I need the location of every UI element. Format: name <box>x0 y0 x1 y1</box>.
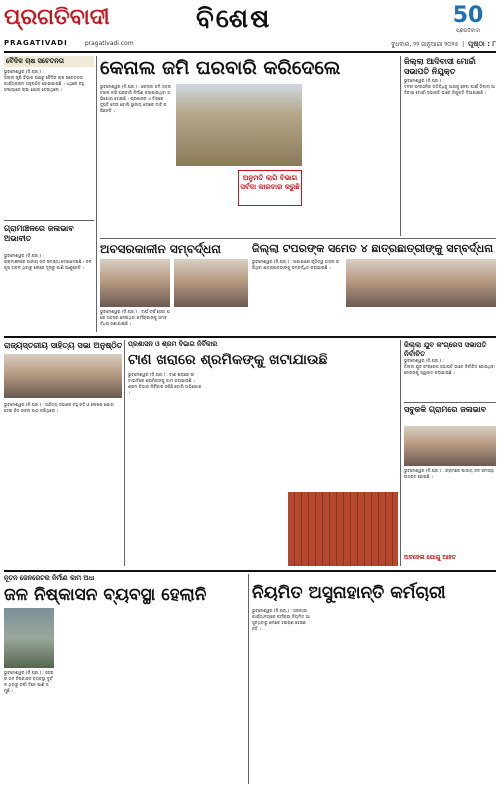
story-headline: ଜିଲ୍ଲା ଟପରଙ୍କ ସମେତ ୪ ଛାତ୍ରଛାତ୍ରୀଙ୍କୁ ସମ୍ବର୍ଦ୍ଧନା <box>252 242 494 255</box>
story-body-col3 <box>306 84 398 232</box>
column-divider <box>124 340 125 566</box>
page-number: ପୃଷ୍ଠା : ୮ <box>468 40 496 48</box>
story-body-col2 <box>176 168 234 232</box>
story-divider <box>4 220 94 221</box>
photo-literary-meet <box>4 354 122 398</box>
story-byline: ଭୁବନେଶ୍ୱର (ନି.ପ୍ର.) : <box>252 608 292 613</box>
story-body <box>4 402 122 566</box>
story-body-text: ଟାଣ ଖରାରେ ଇଟାଭାଟିରେ ଶ୍ରମିକଙ୍କୁ କାମ କରାଯାଉଛି । ଶ୍ରମ ବିଭାଗ ନିର୍ବିକାର ରହିଛି ବୋଲି ଅଭିଯୋଗ । <box>128 372 202 395</box>
pull-quote: ଅନୁମତି ଲାଗି ବିଭାଗ ସର୍ବଦା କାରବାର କରୁଛି <box>238 170 302 206</box>
logo-url: pragativadi.com <box>84 40 134 47</box>
story-byline: ଭୁବନେଶ୍ୱର (ନି.ପ୍ର.) : <box>4 402 44 407</box>
story-headline: ଟାଣ ଖରାରେ ଶ୍ରମିକଙ୍କୁ ଖଟାଯାଉଛି <box>128 352 328 368</box>
story-body-text: କେନାଲ ଜମି ଜବରଦଖଲ କରି ଘରବାରି ନିର୍ମାଣ କରାଯାଇଥିବା ଅଭିଯୋଗ ହୋଇଛି । ପ୍ରଶାସନ ଏ ଦିଗରେ ଦୃଷ୍ଟି ଦେଉ ବୋଲି ସ୍ଥାନୀୟ ଲୋକେ ଦାବି କରିଛନ୍ତି । <box>100 84 171 113</box>
story-byline: ଭୁବନେଶ୍ୱର (ନି.ପ୍ର.) : <box>100 309 140 314</box>
story-body <box>128 372 202 566</box>
photo-drain <box>4 608 54 668</box>
story-village-water[interactable] <box>404 404 496 552</box>
column-divider <box>400 56 401 236</box>
story-body-col2 <box>206 372 284 566</box>
story-kicker: ବୈଦିକ ଚାଷ ସଚେତନତା <box>4 56 94 67</box>
story-kicker: ଅବହେଳା ଯୋଗୁ ଆହତ <box>404 554 457 561</box>
anniversary-text: ପ୍ରଗତିବାଦୀ <box>455 28 480 34</box>
section-rule <box>4 336 496 338</box>
story-body <box>100 309 170 333</box>
dateline: ବୁଧବାର, ୨୨ ଜାନୁଆରୀ ୨୦୨୫ | ପୃଷ୍ଠା : ୮ <box>391 40 496 48</box>
story-district-toppers[interactable] <box>252 241 496 333</box>
story-byline: ଭୁବନେଶ୍ୱର (ନି.ପ୍ର.) : <box>404 78 444 83</box>
story-body <box>252 259 342 333</box>
section-rule <box>4 570 496 572</box>
story-body-text: ଦୀର୍ଘ ବର୍ଷ ସେବା ପରେ ଅବସର ନେଇଥିବା କର୍ମଚାରୀଙ୍କୁ ସମ୍ବର୍ଦ୍ଧନା ଜଣାଯାଇଛି । <box>100 309 170 326</box>
column-divider <box>96 56 97 332</box>
column-divider <box>400 340 401 566</box>
story-literary-meet[interactable] <box>4 340 122 566</box>
photo-toppers-group <box>346 259 496 307</box>
story-body <box>100 84 172 232</box>
story-body <box>404 468 496 552</box>
story-headline: ଜିଲ୍ଲା ଆଦିବାସୀ ମୋର୍ଚ୍ଚା ସଭାପତି ନିଯୁକ୍ତ <box>404 56 476 76</box>
story-body-col2 <box>174 309 248 333</box>
story-body-col2 <box>58 608 116 784</box>
story-kicker: ନୂତନ ଜେନରେଟର ନିର୍ମାଣ କାମ ଅଧା <box>4 574 95 582</box>
anniversary-badge <box>440 4 496 40</box>
story-body <box>252 608 310 784</box>
story-byline: ଭୁବନେଶ୍ୱର (ନି.ପ୍ର.) : <box>128 372 168 377</box>
photo-retirement-stage <box>174 259 248 307</box>
story-byline: ଭୁବନେଶ୍ୱର (ନି.ପ୍ର.) : <box>404 468 444 473</box>
story-byline: ଭୁବନେଶ୍ୱର (ନି.ପ୍ର.) : <box>252 259 292 264</box>
masthead-rule <box>4 51 496 53</box>
story-body: ଜିଲ୍ଲା କୃଷି ବିଭାଗ ପକ୍ଷରୁ ବୈଦିକ ଚାଷ ସଚେତନତା କାର୍ଯ୍ୟକ୍ରମ ଅନୁଷ୍ଠିତ ହୋଇଯାଇଛି । ଏଥିରେ ବହୁ ସଂଖ୍ୟାରେ ଚାଷୀ ଯୋଗ ଦେଇଥିଲେ । <box>4 75 84 92</box>
story-body: ଦଳର ସାଂଗଠନିକ ଗତିବିଧିକୁ ଆଗକୁ ନେବା ପାଇଁ ଜିଲ୍ଲା ଆଦିବାସୀ ମୋର୍ଚ୍ଚା ସଭାପତି ଭାବେ ନିଯୁକ୍ତି ଦିଆଯାଇଛି । <box>404 84 496 95</box>
story-body: ଜିଲ୍ଲା ଯୁବ କଂଗ୍ରେସ ସଭାପତି ଭାବେ ନିର୍ବାଚିତ ହୋଇଥିବା ନେତାଙ୍କୁ ସ୍ୱାଗତ କରାଯାଇଛି । <box>404 364 495 375</box>
story-youth-congress[interactable] <box>404 340 496 400</box>
story-byline: ଭୁବନେଶ୍ୱର (ନି.ପ୍ର.) : <box>404 358 444 363</box>
story-body <box>4 670 54 784</box>
story-water-shortage[interactable] <box>4 223 94 333</box>
story-tribal-morcha[interactable] <box>404 56 496 236</box>
story-drainage[interactable] <box>4 574 244 784</box>
story-body-text: ପରୀକ୍ଷାରେ କୃତିତ୍ୱ ହାସଲ କରିଥିବା ଛାତ୍ରଛାତ୍ରୀଙ୍କୁ ସମ୍ବର୍ଦ୍ଧିତ କରାଯାଇଛି । <box>252 259 340 270</box>
story-body-col4 <box>438 608 496 784</box>
story-headline: ସବୁଜକି ଗ୍ରାମରେ ଜଳାଭାବ <box>404 404 487 414</box>
story-body-text: ଗ୍ରାମରେ ପାନୀୟ ଜଳ ସମସ୍ୟା ଉତ୍କଟ ହୋଇଛି । <box>404 468 495 479</box>
story-headline: ଜିଲ୍ଲା ଯୁବ କଂଗ୍ରେସ ସଭାପତି ନିର୍ବାଚିତ <box>404 340 487 358</box>
masthead <box>0 0 500 50</box>
story-canal-land[interactable] <box>100 56 398 236</box>
story-body-col2 <box>314 608 372 784</box>
story-headline: ଅବସରକାଳୀନ ସମ୍ବର୍ଦ୍ଧନା <box>100 242 221 256</box>
story-divider <box>404 402 496 403</box>
issue-date: ବୁଧବାର, ୨୨ ଜାନୁଆରୀ ୨୦୨୫ <box>391 41 459 48</box>
column-divider <box>248 574 249 784</box>
story-retirement[interactable] <box>100 241 248 333</box>
story-staff-absent[interactable] <box>252 574 496 784</box>
story-body: ଗ୍ରାମାଞ୍ଚଳରେ ପାନୀୟ ଜଳ ସମସ୍ୟା ଦେଖାଦେଇଛି । ନଳକୂପ ଅଚଳ ଥିବାରୁ ଲୋକେ ଦୂରରୁ ପାଣି ଆଣୁଛନ୍ତି । <box>4 259 92 270</box>
story-body-col4 <box>182 608 244 784</box>
logo-text: ପ୍ରଗତିବାଦୀ <box>4 4 110 30</box>
photo-retirement-felicitation <box>100 259 170 307</box>
story-body-col2 <box>346 309 496 333</box>
photo-brick-kiln <box>288 492 398 566</box>
story-body-text: ସରକାରୀ କାର୍ଯ୍ୟାଳୟରେ କର୍ମଚାରୀ ନିୟମିତ ଆସୁନଥିବାରୁ ଲୋକେ ହଇରାଣ ହେଉଛନ୍ତି । <box>252 608 310 631</box>
story-byline: ଭୁବନେଶ୍ୱର (ନି.ପ୍ର.) : <box>4 670 44 675</box>
photo-canal-field <box>176 84 302 166</box>
story-byline: ଭୁବନେଶ୍ୱର (ନି.ପ୍ର.) : <box>100 84 140 89</box>
story-kicker: ପ୍ରଶାସନ ଓ ଶ୍ରମ ବିଭାଗ ନିର୍ବିକାର <box>128 340 218 348</box>
photo-village <box>404 426 496 466</box>
story-body-text: ସହରର ଜଳ ନିଷ୍କାସନ ବ୍ୟବସ୍ଥା ଦୁର୍ବଳ ଥିବାରୁ ବର୍ଷା ଦିନେ ପାଣି ଜମୁଛି । <box>4 670 54 693</box>
logo-sub: PRAGATIVADI <box>4 39 68 47</box>
story-body-col3 <box>376 608 434 784</box>
story-labourers-heat[interactable] <box>128 340 398 566</box>
story-headline: ଜଳ ନିଷ୍କାସନ ବ୍ୟବସ୍ଥା ହେଲାନି <box>4 585 207 605</box>
story-organic-farming[interactable] <box>4 56 94 218</box>
story-byline: ଭୁବନେଶ୍ୱର (ନି.ପ୍ର.) : <box>4 69 44 74</box>
story-headline: ରାଜ୍ୟସ୍ତରୀୟ ସାହିତ୍ୟ ସଭା ଅନୁଷ୍ଠିତ <box>4 340 122 350</box>
story-headline: ନିୟମିତ ଅସୁନାହାନ୍ତି କର୍ମଚାରୀ <box>252 583 446 603</box>
story-negligence-strip[interactable] <box>404 554 496 566</box>
story-byline: ଭୁବନେଶ୍ୱର (ନି.ପ୍ର.) : <box>4 253 44 258</box>
newspaper-logo[interactable] <box>4 4 154 47</box>
story-headline: କେନାଲ ଜମି ଘରବାରି କରିଦେଲେ <box>100 57 341 79</box>
story-headline: ଗ୍ରାମାଞ୍ଚଳରେ ଜଳାଭାବ ଅଭାବୀତ <box>4 223 74 243</box>
anniversary-number: 50 <box>452 3 484 28</box>
section-title: ବିଶେଷ <box>196 4 272 34</box>
story-body-col3 <box>120 608 178 784</box>
story-divider <box>100 238 496 239</box>
story-body-col3 <box>288 372 398 490</box>
story-body-text: ସାହିତ୍ୟ ସଭାରେ ବହୁ କବି ଓ ଲେଖକ ଯୋଗ ଦେଇ ନିଜ ରଚନା ପାଠ କରିଥିଲେ । <box>4 402 114 413</box>
